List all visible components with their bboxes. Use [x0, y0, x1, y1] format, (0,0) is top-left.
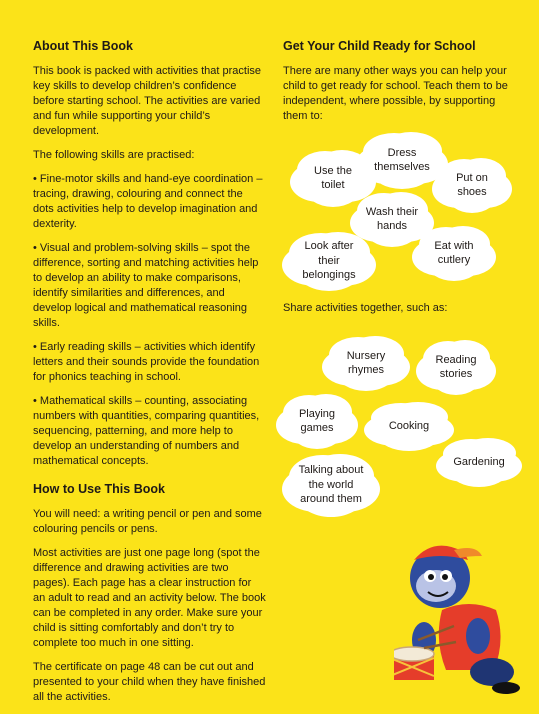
gorilla-drummer-illustration	[394, 530, 524, 695]
howto-paragraph: Most activities are just one page long (spot the difference and drawing activities are two pages). Each page has a clear instruction for an adult to read and an activity below. The book can be completed in any order. Make sure your child is sitting comfortably and don’t try to complete too much in one sitting.	[33, 547, 266, 649]
cloud-label: Playing games	[298, 407, 336, 434]
cloud-label: Nursery rhymes	[346, 349, 386, 376]
skill-item: • Fine-motor skills and hand-eye coordination – tracing, drawing, colouring and connect the dots activities help to develop imagination and dexterity.	[33, 173, 263, 230]
cloud	[301, 155, 365, 201]
cloud-label: Reading stories	[435, 353, 477, 380]
leg-shape	[470, 658, 514, 686]
cloud	[287, 399, 347, 443]
skill-item: • Visual and problem-solving skills – spot the difference, sorting and matching activities help to develop an ability to make comparisons, identify similarities and differences, and develop logical and mathematical reasoning skills.	[33, 242, 259, 329]
about-heading: About This Book	[33, 39, 133, 53]
cloud-label: Talking about the world around them	[298, 464, 364, 506]
cloud-label: Dress themselves	[374, 146, 430, 173]
cloud	[427, 345, 485, 389]
drum-head-shape	[394, 647, 434, 661]
cloud	[443, 163, 501, 207]
skills-intro: The following skills are practised:	[33, 149, 195, 161]
ready-heading: Get Your Child Ready for School	[283, 39, 476, 53]
left-column	[33, 38, 266, 714]
cloud	[447, 443, 511, 481]
share-intro: Share activities together, such as:	[283, 302, 448, 314]
cloud-label: Look after their belongings	[302, 240, 356, 282]
arm-shape	[466, 618, 490, 654]
cloud	[293, 237, 365, 285]
cloud-label: Gardening	[453, 455, 505, 468]
about-intro: This book is packed with activities that practise key skills to develop children’s confidence before starting school. The activities are varied and fun while supporting your child’s development.	[33, 65, 262, 137]
independence-clouds	[283, 133, 515, 293]
right-column	[283, 38, 515, 515]
cloud-label: Cooking	[388, 419, 430, 432]
cloud	[333, 341, 399, 385]
pupil-shape	[428, 574, 434, 580]
cloud-label: Wash their hands	[365, 205, 419, 232]
activity-clouds	[283, 325, 515, 515]
cloud-label: Use the toilet	[314, 164, 352, 191]
cloud	[293, 459, 369, 511]
cloud	[375, 407, 443, 445]
skill-item: • Mathematical skills – counting, associating numbers with quantities, comparing quantities, sequencing, patterning, and more help to develop an understanding of numbers and mathematical concepts.	[33, 395, 260, 467]
ready-intro: There are many other ways you can help your child to get ready for school. Teach them to be independent, where possible, by supporting them to:	[283, 65, 508, 122]
foot-shape	[492, 682, 520, 694]
howto-paragraph: The certificate on page 48 can be cut out and presented to your child when they have finished all the activities.	[33, 661, 266, 703]
howto-paragraph: You will need: a writing pencil or pen and some colouring pencils or pens.	[33, 508, 262, 535]
howto-heading: How to Use This Book	[33, 482, 165, 496]
skill-item: • Early reading skills – activities which identify letters and their sounds provide the foundation for phonics teaching in school.	[33, 341, 260, 383]
cloud-label: Eat with cutlery	[434, 239, 474, 266]
cloud	[423, 231, 485, 275]
cloud	[361, 197, 423, 241]
cloud-label: Put on shoes	[456, 171, 488, 198]
cloud	[367, 137, 437, 183]
pupil-shape	[442, 574, 448, 580]
